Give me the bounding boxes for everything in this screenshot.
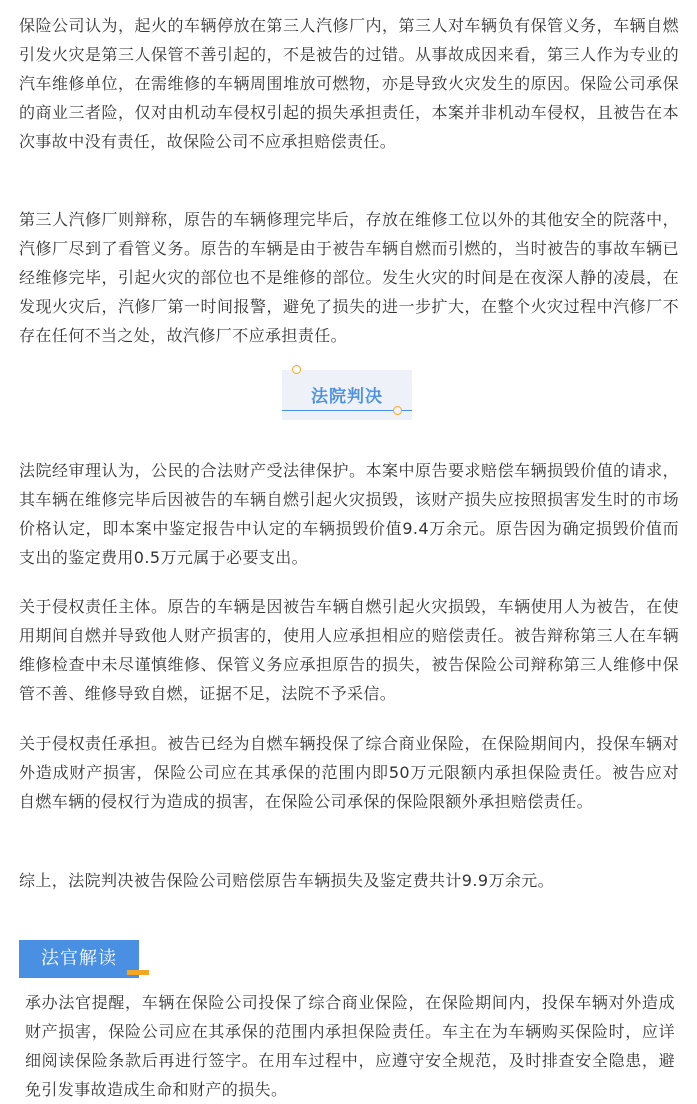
judge-interpretation-badge: 法官解读 [19,940,139,978]
decorative-circle-icon [393,406,402,415]
paragraph-liability-bearing: 关于侵权责任承担。被告已经为自燃车辆投保了综合商业保险，在保险期间内，投保车辆对外造成财产损害，保险公司应在其承保的范围内即50万元限额内承担保险责任。被告应对自燃车辆的侵权行为造成的损害，在保险公司承保的保险限额外承担赔偿责任。 [19,734,679,811]
decorative-circle-icon [292,365,301,374]
paragraph-repair-shop-defense: 第三人汽修厂则辩称，原告的车辆修理完毕后，存放在维修工位以外的其他安全的院落中，汽修厂尽到了看管义务。原告的车辆是由于被告车辆自燃而引燃的，当时被告的事故车辆已经维修完毕，引起火灾的部位也不是维修的部位。发生火灾的时间是在夜深人静的凌晨，在发现火灾后，汽修厂第一时间报警，避免了损失的进一步扩大，在整个火灾过程中汽修厂不存在任何不当之处，故汽修厂不应承担责任。 [19,210,679,345]
paragraph-liability-subject: 关于侵权责任主体。原告的车辆是因被告车辆自燃引起火灾损毁，车辆使用人为被告，在使用期间自燃并导致他人财产损害的，使用人应承担相应的赔偿责任。被告辩称第三人在车辆维修检查中未尽谨慎维修、保管义务应承担原告的损失，被告保险公司辩称第三人维修中保管不善、维修导致自燃，证据不足，法院不予采信。 [19,597,679,703]
section-title-court-judgment [282,370,412,420]
paragraph-conclusion: 综上，法院判决被告保险公司赔偿原告车辆损失及鉴定费共计9.9万余元。 [19,871,555,890]
paragraph-insurer-argument: 保险公司认为，起火的车辆停放在第三人汽修厂内，第三人对车辆负有保管义务，车辆自燃引发火灾是第三人保管不善引起的，不是被告的过错。从事故成因来看，第三人作为专业的汽车维修单位，在需维修的车辆周围堆放可燃物，亦是导致火灾发生的原因。保险公司承保的商业三者险，仅对由机动车侵权引起的损失承担责任，本案并非机动车侵权，且被告在本次事故中没有责任，故保险公司不应承担赔偿责任。 [19,16,679,151]
badge-accent-bar [127,970,149,975]
section-title-text: 法院判决 [311,387,383,407]
paragraph-judge-reminder: 承办法官提醒，车辆在保险公司投保了综合商业保险，在保险期间内，投保车辆对外造成财产损害，保险公司应在其承保的范围内承担保险责任。车主在为车辆购买保险时，应详细阅读保险条款后再进行签字。在用车过程中，应遵守安全规范，及时排查安全隐患，避免引发事故造成生命和财产的损失。 [25,993,675,1099]
paragraph-court-finding: 法院经审理认为，公民的合法财产受法律保护。本案中原告要求赔偿车辆损毁价值的请求，其车辆在维修完毕后因被告的车辆自燃引起火灾损毁，该财产损失应按照损害发生时的市场价格认定，即本案中鉴定报告中认定的车辆损毁价值9.4万余元。原告因为确定损毁价值而支出的鉴定费用0.5万元属于必要支出。 [19,461,679,567]
